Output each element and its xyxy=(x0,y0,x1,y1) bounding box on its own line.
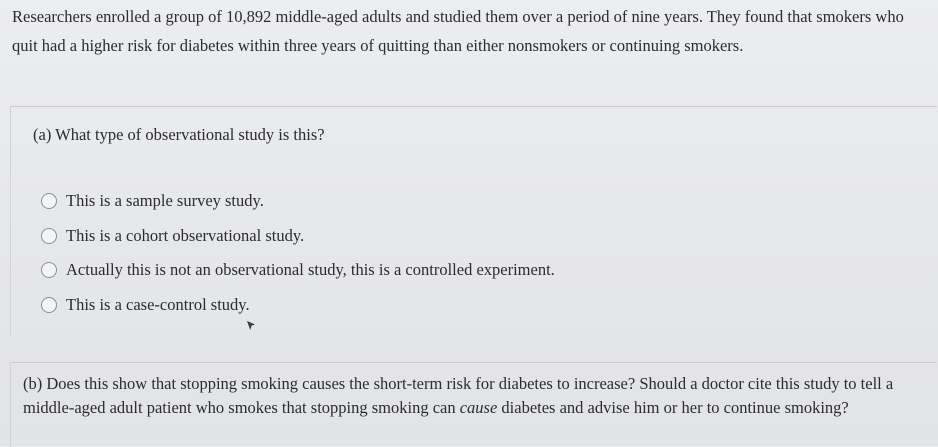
choice-label[interactable]: This is a sample survey study. xyxy=(66,191,264,211)
radio-button-icon[interactable] xyxy=(41,297,57,313)
mouse-cursor-icon xyxy=(246,320,256,332)
part-b-text-end: diabetes and advise him or her to continue smoking? xyxy=(497,398,849,417)
part-a-prompt: (a) What type of observational study is this? xyxy=(33,125,325,144)
choice-cohort[interactable] xyxy=(41,219,555,254)
part-b-panel xyxy=(10,362,937,447)
part-a-panel xyxy=(10,106,937,337)
part-b-text-start: (b) Does this show that stopping smoking causes the short-term risk for diabetes to increase? Should a doctor cite this study to tell a middle-aged adult patient who smokes that stopping smoking can xyxy=(23,374,894,417)
part-b-question xyxy=(23,372,935,420)
radio-button-icon[interactable] xyxy=(41,262,57,278)
choice-controlled-experiment[interactable] xyxy=(41,253,555,288)
part-a-choices xyxy=(41,184,555,322)
choice-sample-survey[interactable] xyxy=(41,184,555,219)
radio-button-icon[interactable] xyxy=(41,193,57,209)
question-stem: Researchers enrolled a group of 10,892 middle-aged adults and studied them over a period of nine years. They found that smokers who quit had a higher risk for diabetes within three years of quitting than either nonsmokers or continuing smokers. xyxy=(12,7,904,55)
choice-label[interactable]: This is a case-control study. xyxy=(66,294,250,314)
choice-label[interactable]: Actually this is not an observational study, this is a controlled experiment. xyxy=(66,260,555,280)
radio-button-icon[interactable] xyxy=(41,228,57,244)
choice-label[interactable]: This is a cohort observational study. xyxy=(66,225,305,245)
choice-case-control[interactable] xyxy=(41,288,555,323)
part-b-emphasis: cause xyxy=(459,398,498,417)
